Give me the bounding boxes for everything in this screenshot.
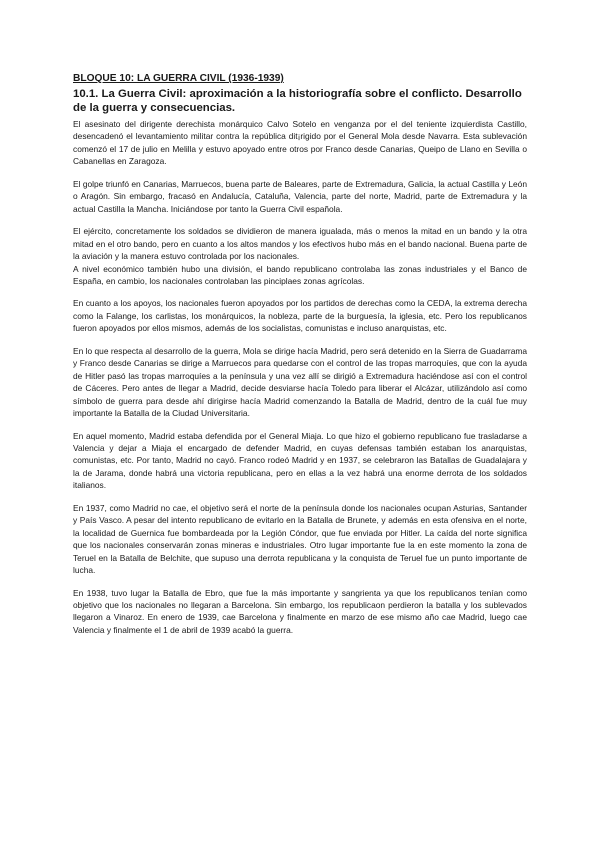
block-title: BLOQUE 10: LA GUERRA CIVIL (1936-1939)	[73, 73, 284, 84]
section-title: 10.1. La Guerra Civil: aproximación a la historiografía sobre el conflicto. Desarrollo de la guerra y consecuencias.	[73, 88, 522, 114]
paragraph-supports: En cuanto a los apoyos, los nacionales fueron apoyados por los partidos de derechas como la CEDA, la extrema derecha como la Falange, los carlistas, los monárquicos, la nobleza, parte de la burguesía, la iglesia, etc. Pero los republicanos fueron apoyados por ellos mismos, además de los socialistas, comunistas e incluso anarquistas, etc.	[73, 298, 527, 334]
paragraph-madrid-defense: En aquel momento, Madrid estaba defendida por el General Miaja. Lo que hizo el gobierno republicano fue trasladarse a Valencia y dejar a Miaja el encargado de defender Madrid, en cuyas defensas también estaban los anarquistas, comunistas, etc. Por tanto, Madrid no cayó. Franco rodeó Madrid y en 1937, se celebraron las Batallas de Guadalajara y la de Jarama, donde habrá una victoria republicana, pero en ellas a la vez habrá una enorme derrota de los soldados italianos.	[73, 430, 527, 491]
paragraph-army-division: El ejército, concretamente los soldados se dividieron de manera igualada, más o menos la mitad en un bando y la otra mitad en el otro bando, pero en cuanto a los altos mandos y los efectivos hubo más en el bando nacional. Buena parte de la aviación y la manera estuvo controlada por los nacionales.	[73, 226, 527, 262]
paragraph-1938-ebro: En 1938, tuvo lugar la Batalla de Ebro, que fue la más importante y sangrienta ya que los republicanos tenían como objetivo que los nacionales no llegaran a Barcelona. Sin embargo, los republicaon perdieron la batalla y los sublevados llegaron a Vinaroz. En enero de 1939, cae Barcelona y finalmente en marzo de ese mismo año cae Madrid, luego cae Valencia y finalmente el 1 de abril de 1939 acabó la guerra.	[73, 587, 527, 635]
document-page	[73, 72, 527, 646]
paragraph-origin-uprising: El asesinato del dirigente derechista monárquico Calvo Sotelo en venganza por el del teniente izquierdista Castillo, desencadenó el levantamiento militar contra la república dit¡rigido por el General Mola desde Navarra. Esta sublevación comenzó el 17 de julio en Melilla y estuvo apoyado entre otros por Franco desde Canarias, Queipo de Llano en Sevilla o Cabanellas en Zaragoza.	[73, 119, 527, 167]
paragraph-economic-division: A nivel económico también hubo una división, el bando republicano controlaba las zonas industriales y el Banco de España, en cambio, los nacionales controlaban las pinciplaes zonas agrícolas.	[73, 263, 527, 286]
paragraph-1937-north: En 1937, como Madrid no cae, el objetivo será el norte de la península donde los nacionales ocupan Asturias, Santander y País Vasco. A pesar del intento republicano de evitarlo en la Batalla de Brunete, y además en esta ofensiva en el norte, la localidad de Guernica fue bombardeada por la Legión Cóndor, que fue enviada por Hitler. La caída del norte significa que los nacionales conservarán zonas mineras e industriales. Otro lugar importante fue la en este momento la zona de Teruel en la Batalla de Belchite, que supuso una derrota republicana y la conquista de Teruel fue un punto importante de lucha.	[73, 502, 527, 576]
paragraph-war-development: En lo que respecta al desarrollo de la guerra, Mola se dirige hacía Madrid, pero será detenido en la Sierra de Guadarrama y Franco desde Canarias se dirige a Marruecos para quedarse con el control de las tropas marroquíes, que con la ayuda de Hitler pasó las tropas marroquíes a la península y una vez allí se dirigió a Extremadura haciéndose así con el control de Cáceres. Pero antes de llegar a Madrid, decide desviarse hacía Toledo para liberar el Alcázar, utilizándolo así como símbolo de guerra para desde ahí dirigirse hacía Madrid comenzando la Batalla de Madrid, dentro de la cuál fue muy importante la Batalla de la Ciudad Universitaria.	[73, 345, 527, 419]
paragraph-coup-territories: El golpe triunfó en Canarias, Marruecos, buena parte de Baleares, parte de Extremadura, Galicia, la actual Castilla y León o Aragón. Sin embargo, fracasó en Andalucía, Cataluña, Valencia, parte del norte, Madrid, parte de Extremadura y la actual Castilla la Mancha. Iniciándose por tanto la Guerra Civil española.	[73, 178, 527, 214]
